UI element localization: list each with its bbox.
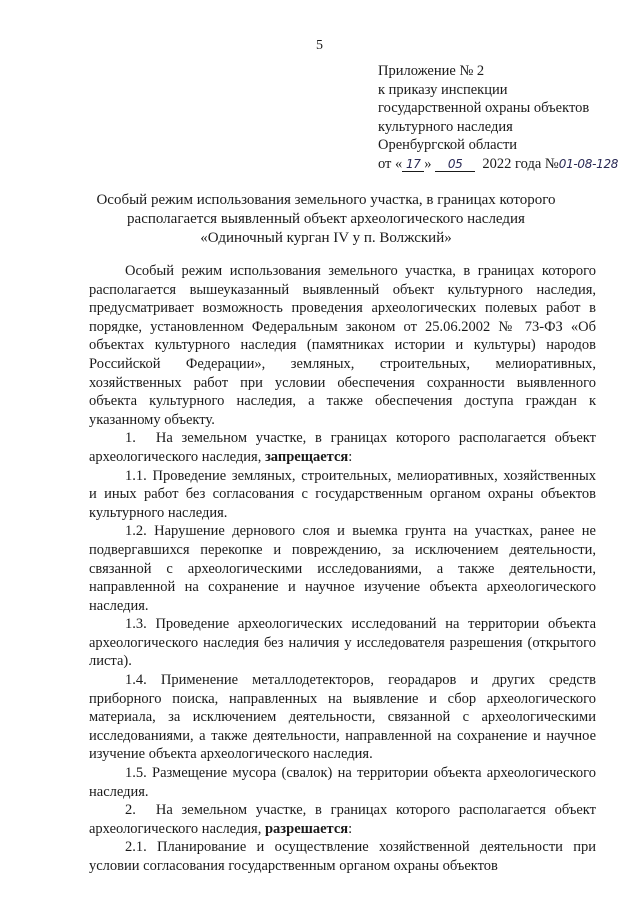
document-body — [89, 262, 596, 876]
item-1-5: 1.5. Размещение мусора (свалок) на территории объекта археологического наследия. — [89, 765, 596, 800]
section-2-number: 2. — [125, 802, 136, 819]
appendix-header — [378, 62, 628, 173]
date-year: 2022 года № — [482, 155, 559, 172]
section-1-text: На земельном участке, в границах которого располагается объект археологического наследия, — [89, 430, 596, 465]
section-1-end: : — [348, 448, 353, 465]
item-1-1: 1.1. Проведение земляных, строительных, мелиоративных, хозяйственных и иных работ без согласования с государственным органом охраны объектов культурного наследия. — [89, 467, 596, 521]
item-2-1: 2.1. Планирование и осуществление хозяйственной деятельности при условии согласования государственным органом охраны объектов — [89, 839, 596, 874]
date-prefix: от « — [378, 155, 403, 172]
appendix-line-5: Оренбургской области — [378, 137, 518, 153]
section-2-text: На земельном участке, в границах которого располагается объект археологического наследия, — [89, 802, 596, 837]
section-1-heading — [89, 429, 596, 466]
order-number: 01-08-128 — [558, 156, 619, 171]
document-title: Особый режим использования земельного участка, в границах которого располагается выявленный объект археологического наследия «Одиночный курган IV у п. Волжский» — [96, 192, 556, 246]
appendix-line-1: Приложение № 2 — [378, 63, 485, 79]
date-month: 05 — [435, 158, 475, 172]
page-number: 5 — [316, 38, 323, 53]
section-2-end: : — [348, 820, 353, 837]
date-day: 17 — [402, 158, 424, 172]
appendix-line-3: государственной охраны объектов — [378, 100, 590, 116]
appendix-line-4: культурного наследия — [378, 118, 513, 135]
item-1-2: 1.2. Нарушение дернового слоя и выемка грунта на участках, ранее не подвергавшихся перекопке и повреждению, за исключением деятельности, связанной с археологическими исследованиями, а также деятельности, направленной на сохранение и научное изучение объекта археологического наследия. — [89, 523, 596, 614]
appendix-date-line — [378, 155, 628, 174]
appendix-line-2: к приказу инспекции — [378, 81, 508, 98]
section-1-number: 1. — [125, 430, 136, 447]
item-1-4: 1.4. Применение металлодетекторов, георадаров и других средств приборного поиска, направленных на выявление и сбор археологического материала, за исключением деятельности, связанной с археологическими исследованиями, а также деятельности, направленной на сохранение и научное изучение объекта археологического наследия. — [89, 672, 596, 763]
intro-paragraph: Особый режим использования земельного участка, в границах которого располагается вышеуказанный выявленный объект культурного наследия, предусматривает возможность проведения археологических полевых работ в порядке, установленном Федеральным законом от 25.06.2002 № 73-ФЗ «Об объектах культурного наследия (памятниках истории и культуры) народов Российской Федерации», земляных, строительных, мелиоративных, хозяйственных работ при условии обеспечения сохранности выявленного объекта культурного наследия, а также обеспечения доступа граждан к указанному объекту. — [89, 263, 596, 428]
item-1-3: 1.3. Проведение археологических исследований на территории объекта археологического наследия без наличия у исследователя разрешения (открытого листа). — [89, 616, 596, 670]
date-mid: » — [424, 155, 432, 172]
section-2-heading — [89, 801, 596, 838]
section-1-bold: запрещается — [264, 448, 349, 465]
section-2-bold: разрешается — [264, 820, 349, 837]
